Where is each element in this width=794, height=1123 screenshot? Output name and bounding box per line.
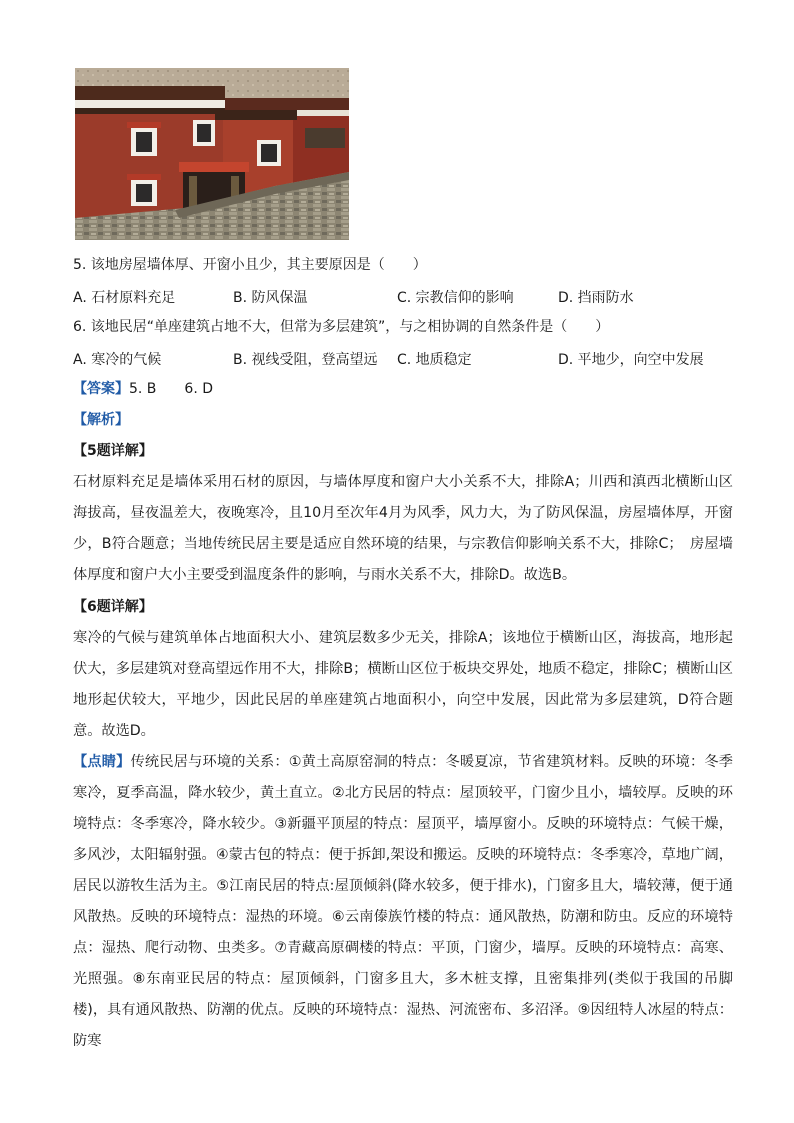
answer-label: 【答案】 <box>73 381 129 397</box>
house-photo <box>75 68 349 240</box>
tip-label: 【点睛】 <box>73 754 131 770</box>
q5-stem: 5. 该地房屋墙体厚、开窗小且少，其主要原因是（ ） <box>73 257 427 273</box>
answer-line <box>73 380 733 398</box>
detail6-label: 【6题详解】 <box>73 599 153 615</box>
q5-option-a: A. 石材原料充足 <box>73 290 176 306</box>
tip-paragraph <box>73 747 733 1057</box>
q6-option-c: C. 地质稳定 <box>397 352 472 368</box>
q6-option-b: B. 视线受阻，登高望远 <box>233 352 378 368</box>
q6-stem: 6. 该地民居“单座建筑占地不大，但常为多层建筑”，与之相协调的自然条件是（ ） <box>73 319 610 335</box>
q5-option-d: D. 挡雨防水 <box>558 290 634 306</box>
tip-text: 传统民居与环境的关系：①黄土高原窑洞的特点：冬暖夏凉，节省建筑材料。反映的环境：冬季寒冷，夏季高温，降水较少，黄土直立。②北方民居的特点：屋顶较平，门窗少且小，墙较厚。反映的环境特点：冬季寒冷，降水较少。③新疆平顶屋的特点：屋顶平，墙厚窗小。反映的环境特点：气候干燥，多风沙，太阳辐射强。④蒙古包的特点：便于拆卸,架设和搬运。反映的环境特点：冬季寒冷，草地广阔，居民以游牧生活为主。⑤江南民居的特点:屋顶倾斜(降水较多，便于排水)，门窗多且大，墙较薄，便于通风散热。反映的环境特点：湿热的环境。⑥云南傣族竹楼的特点：通风散热，防潮和防虫。反应的环境特点：湿热、爬行动物、虫类多。⑦青藏高原碉楼的特点：平顶，门窗少，墙厚。反映的环境特点：高寒、光照强。⑧东南亚民居的特点：屋顶倾斜，门窗多且大，多木桩支撑，且密集排列(类似于我国的吊脚楼)，具有通风散热、防潮的优点。反映的环境特点：湿热、河流密布、多沼泽。⑨因纽特人冰屋的特点：防寒 <box>73 754 733 1049</box>
detail5-text: 石材原料充足是墙体采用石材的原因，与墙体厚度和窗户大小关系不大，排除A；川西和滇西北横断山区海拔高，昼夜温差大，夜晚寒冷，且10月至次年4月为风季，风力大，为了防风保温，房屋墙体厚，开窗少，B符合题意；当地传统民居主要是适应自然环境的结果，与宗教信仰影响关系不大，排除C； 房屋墙体厚度和窗户大小主要受到温度条件的影响，与雨水关系不大，排除D。故选B。 <box>73 474 733 583</box>
q6-option-a: A. 寒冷的气候 <box>73 352 162 368</box>
q5-option-b: B. 防风保温 <box>233 290 308 306</box>
detail5-label: 【5题详解】 <box>73 443 153 459</box>
q5-option-c: C. 宗教信仰的影响 <box>397 290 514 306</box>
q6-option-d: D. 平地少，向空中发展 <box>558 352 704 368</box>
analysis-label: 【解析】 <box>73 412 129 428</box>
answer-text: 5. B 6. D <box>129 381 213 397</box>
detail6-text: 寒冷的气候与建筑单体占地面积大小、建筑层数多少无关，排除A；该地位于横断山区，海拔高，地形起伏大，多层建筑对登高望远作用不大，排除B；横断山区位于板块交界处，地质不稳定，排除C；横断山区地形起伏较大，平地少，因此民居的单座建筑占地面积小，向空中发展，因此常为多层建筑，D符合题意。故选D。 <box>73 630 733 739</box>
